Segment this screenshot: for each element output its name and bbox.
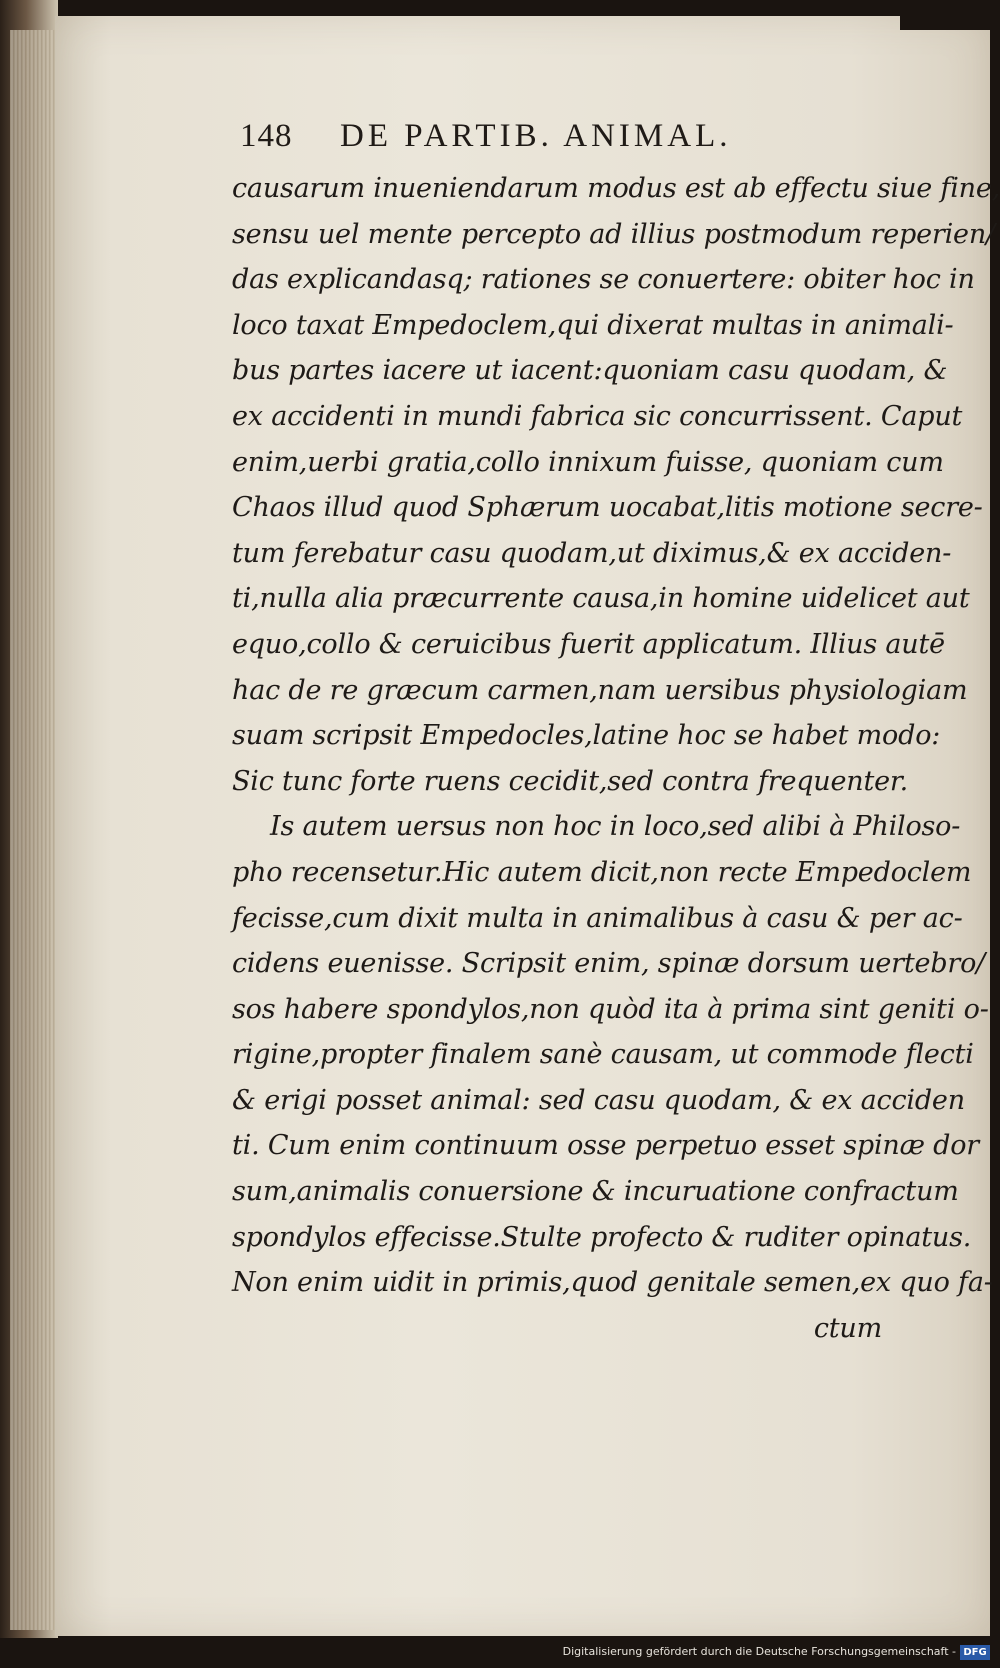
text-line: & erigi posset animal: sed casu quodam, & ex acciden	[232, 1084, 965, 1116]
text-line: sos habere spondylos,non quòd ita à prima sint geniti o-	[232, 993, 989, 1025]
text-line: hac de re græcum carmen,nam uersibus physiologiam	[232, 674, 968, 706]
running-title: DE PARTIB. ANIMAL.	[340, 118, 732, 154]
dfg-logo-icon: DFG	[960, 1645, 990, 1660]
digitization-footer	[0, 1638, 1000, 1668]
text-line: ex accidenti in mundi fabrica sic concurrissent. Caput	[232, 400, 963, 432]
text-line: spondylos effecisse.Stulte profecto & ruditer opinatus.	[232, 1221, 972, 1253]
page-corner	[900, 16, 990, 30]
page-edges	[10, 30, 58, 1630]
text-line: loco taxat Empedoclem,qui dixerat multas in animali-	[232, 309, 954, 341]
text-line: Chaos illud quod Sphærum uocabat,litis motione secre-	[232, 492, 983, 524]
text-line: ti,nulla alia præcurrente causa,in homine uidelicet aut	[232, 583, 970, 615]
text-line: ti. Cum enim continuum osse perpetuo esset spinæ dor	[232, 1130, 979, 1162]
text-line: tum ferebatur casu quodam,ut diximus,& ex acciden-	[232, 537, 952, 569]
text-line: equo,collo & ceruicibus fuerit applicatum. Illius autē	[232, 628, 945, 660]
catchword: ctum	[813, 1312, 882, 1344]
text-line: fecisse,cum dixit multa in animalibus à casu & per ac-	[232, 902, 963, 934]
paragraph-start-line: Is autem uersus non hoc in loco,sed alibi à Philoso-	[270, 811, 961, 843]
text-line: das explicandasq; rationes se conuertere: obiter hoc in	[232, 264, 975, 296]
funding-credit: Digitalisierung gefördert durch die Deutsche Forschungsgemeinschaft -	[562, 1645, 956, 1658]
text-line: bus partes iacere ut iacent:quoniam casu quodam, &	[232, 355, 948, 387]
verse-line: Sic tunc forte ruens cecidit,sed contra frequenter.	[232, 765, 909, 797]
text-line: rigine,propter finalem sanè causam, ut commode flecti	[232, 1039, 974, 1071]
text-line: pho recensetur.Hic autem dicit,non recte Empedoclem	[232, 856, 972, 888]
running-head	[240, 118, 952, 166]
text-line: causarum inueniendarum modus est ab effectu siue fine,	[232, 173, 1000, 204]
page-text-block	[232, 118, 1000, 1351]
text-line: cidens euenisse. Scripsit enim, spinæ dorsum uertebro/	[232, 948, 986, 980]
text-line: enim,uerbi gratia,collo innixum fuisse, quoniam cum	[232, 446, 944, 478]
text-line: sum,animalis conuersione & incuruatione confractum	[232, 1176, 959, 1208]
text-line: Non enim uidit in primis,quod genitale semen,ex quo fa-	[232, 1267, 993, 1299]
page-number: 148	[240, 118, 293, 154]
text-line: sensu uel mente percepto ad illius postmodum reperien/	[232, 218, 995, 250]
text-line: suam scripsit Empedocles,latine hoc se habet modo:	[232, 720, 941, 752]
